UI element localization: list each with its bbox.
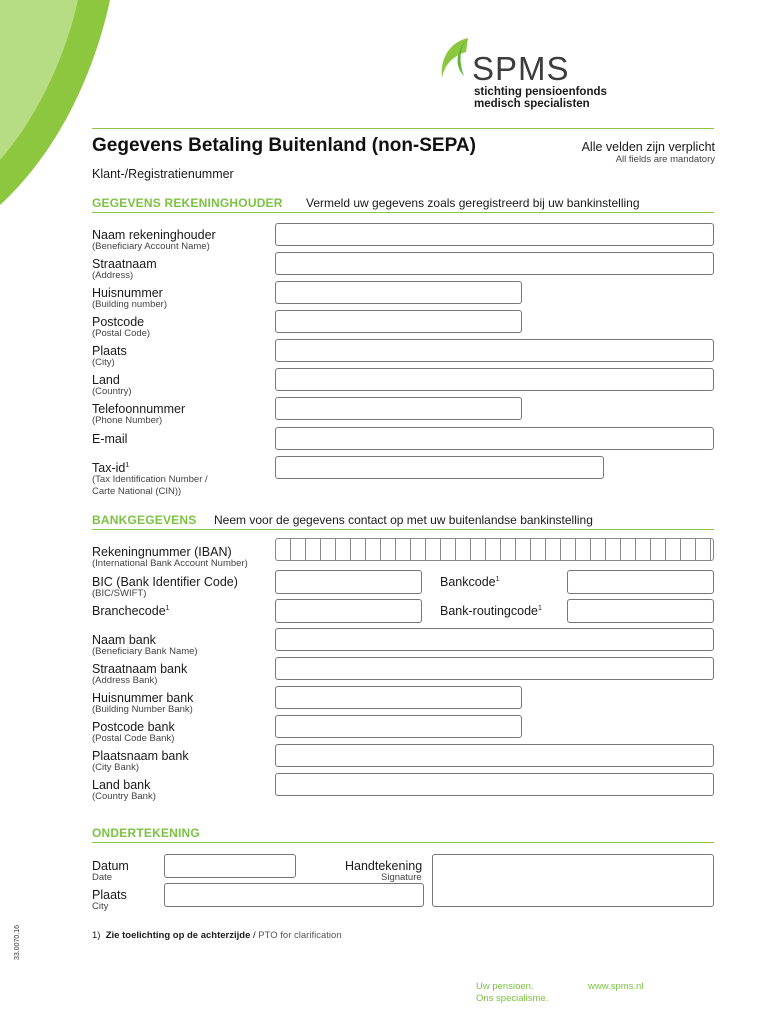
sublabel-account-name: (Beneficiary Account Name) xyxy=(92,241,210,252)
label-date: Datum xyxy=(92,859,129,873)
date-field[interactable] xyxy=(164,854,296,878)
sublabel-date: Date xyxy=(92,872,113,883)
required-note-en: All fields are mandatory xyxy=(615,154,715,165)
label-account-name: Naam rekeninghouder xyxy=(92,228,216,242)
required-note: Alle velden zijn verplicht xyxy=(581,140,715,154)
sublabel-phone: (Phone Number) xyxy=(92,415,163,426)
place-field[interactable] xyxy=(164,883,424,907)
sublabel-house-number: (Building number) xyxy=(92,299,167,310)
client-number-label: Klant-/Registratienummer xyxy=(92,167,234,181)
sublabel-bank-street: (Address Bank) xyxy=(92,675,158,686)
bankcode-field[interactable] xyxy=(567,570,714,594)
label-country: Land xyxy=(92,373,120,387)
divider xyxy=(92,212,714,213)
bank-name-field[interactable] xyxy=(275,628,714,651)
label-signature: Handtekening xyxy=(345,859,423,873)
bic-field[interactable] xyxy=(275,570,422,594)
divider xyxy=(92,128,714,129)
sublabel-country: (Country) xyxy=(92,386,132,397)
sublabel-postcode: (Postal Code) xyxy=(92,328,151,339)
email-field[interactable] xyxy=(275,427,714,450)
sublabel-bic: (BIC/SWIFT) xyxy=(92,588,147,599)
page-title: Gegevens Betaling Buitenland (non-SEPA) xyxy=(92,135,476,156)
label-bank-city: Plaatsnaam bank xyxy=(92,749,189,763)
sublabel-place: City xyxy=(92,901,109,912)
sublabel-bank-house-number: (Building Number Bank) xyxy=(92,704,193,715)
sublabel-bank-postcode: (Postal Code Bank) xyxy=(92,733,175,744)
label-city: Plaats xyxy=(92,344,127,358)
divider xyxy=(92,842,714,843)
section-title-signature: ONDERTEKENING xyxy=(92,826,200,840)
label-bic: BIC (Bank Identifier Code) xyxy=(92,575,238,589)
label-bank-house-number: Huisnummer bank xyxy=(92,691,194,705)
label-house-number: Huisnummer xyxy=(92,286,163,300)
sublabel-city: (City) xyxy=(92,357,115,368)
label-street: Straatnaam xyxy=(92,257,157,271)
label-bank-name: Naam bank xyxy=(92,633,156,647)
bank-house-number-field[interactable] xyxy=(275,686,522,709)
phone-field[interactable] xyxy=(275,397,522,420)
section-note-bank: Neem voor de gegevens contact op met uw buitenlandse bankinstelling xyxy=(214,513,593,527)
label-phone: Telefoonnummer xyxy=(92,402,186,416)
routing-code-field[interactable] xyxy=(567,599,714,623)
label-iban: Rekeningnummer (IBAN) xyxy=(92,545,232,559)
account-name-field[interactable] xyxy=(275,223,714,246)
label-place: Plaats xyxy=(92,888,127,902)
street-field[interactable] xyxy=(275,252,714,275)
bank-postcode-field[interactable] xyxy=(275,715,522,738)
iban-field[interactable] xyxy=(275,538,714,561)
website-link[interactable]: www.spms.nl xyxy=(588,981,644,992)
branchcode-field[interactable] xyxy=(275,599,422,623)
postcode-field[interactable] xyxy=(275,310,522,333)
sublabel-bank-name: (Beneficiary Bank Name) xyxy=(92,646,198,657)
label-tax-id: Tax-$id^1$ xyxy=(92,461,130,475)
label-bankcode: Bankcode$^1$ xyxy=(440,575,500,589)
bank-street-field[interactable] xyxy=(275,657,714,680)
section-note-account-holder: Vermeld uw gegevens zoals geregistreerd bij uw bankinstelling xyxy=(306,196,640,210)
logo-name: SPMS xyxy=(472,50,570,87)
sublabel-signature: Signature xyxy=(381,872,422,883)
sublabel-iban: (International Bank Account Number) xyxy=(92,558,248,569)
label-postcode: Postcode xyxy=(92,315,145,329)
house-number-field[interactable] xyxy=(275,281,522,304)
sublabel-bank-country: (Country Bank) xyxy=(92,791,156,802)
label-email: E-mail xyxy=(92,432,128,446)
country-field[interactable] xyxy=(275,368,714,391)
bank-country-field[interactable] xyxy=(275,773,714,796)
sublabel-bank-city: (City Bank) xyxy=(92,762,139,773)
tax-id-field[interactable] xyxy=(275,456,604,479)
label-bank-postcode: Postcode bank xyxy=(92,720,175,734)
slogan: Uw pensioen. Ons specialisme. xyxy=(476,981,549,1004)
sublabel-tax-id: (Tax Identification Number / Carte National (CIN)) xyxy=(92,474,208,497)
sublabel-street: (Address) xyxy=(92,270,134,281)
section-title-bank: BANKGEGEVENS xyxy=(92,513,197,527)
label-branchcode: Branchecode$^1$ xyxy=(92,604,170,618)
section-title-account-holder: GEGEVENS REKENINGHOUDER xyxy=(92,196,283,210)
document-code: 33.0070.16 xyxy=(14,924,21,960)
label-bank-country: Land bank xyxy=(92,778,151,792)
signature-field[interactable] xyxy=(432,854,714,907)
logo-subtitle: stichting pensioenfonds medisch specialisten xyxy=(474,86,607,110)
label-bank-street: Straatnaam bank xyxy=(92,662,188,676)
bank-city-field[interactable] xyxy=(275,744,714,767)
footnote: 1) Zie toelichting op de achterzijde / PTO for clarification xyxy=(92,930,342,941)
divider xyxy=(92,529,714,530)
city-field[interactable] xyxy=(275,339,714,362)
label-routing-code: Bank-routingcode$^1$ xyxy=(440,604,542,618)
